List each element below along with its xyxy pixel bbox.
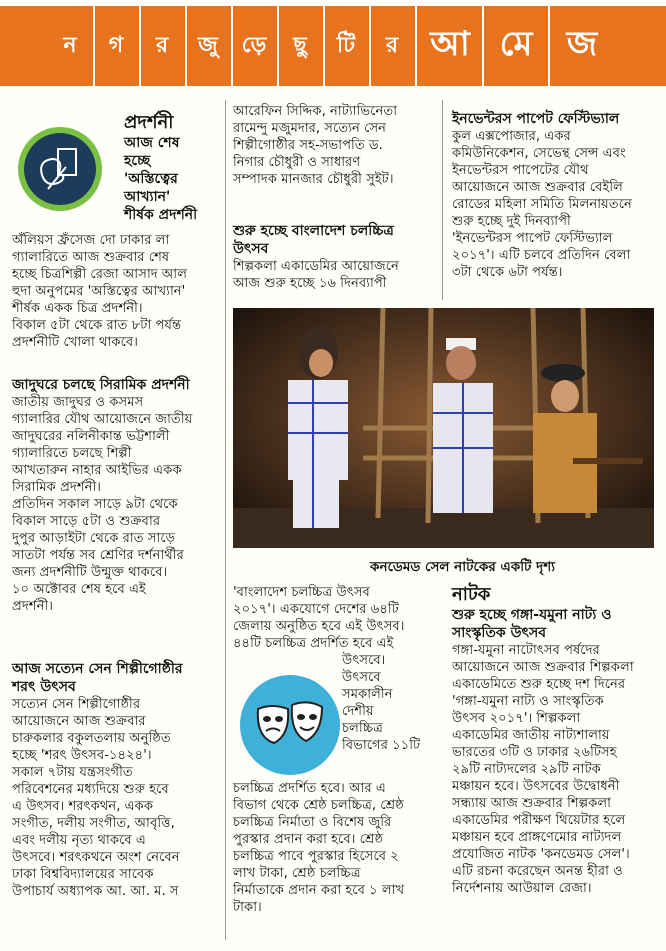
text-line: বিকাল ৫টা থেকে রাত ৮টা পর্যন্ত xyxy=(12,318,182,333)
exhibit-subtitle-line: আজ শেষ xyxy=(124,135,180,151)
text-line: দুপুর আড়াইটা থেকে রাত সাড়ে xyxy=(12,531,176,546)
drama-title: নাটক xyxy=(452,584,491,605)
text-line: প্রদর্শনী। xyxy=(12,599,53,614)
film-title: শুরু হচ্ছে বাংলাদেশ চলচ্চিত্র xyxy=(233,223,394,239)
banner-letter: জ xyxy=(566,23,598,64)
text-line: শুরু হচ্ছে গঙ্গা-যমুনা নাট্য ও xyxy=(452,607,612,623)
text-line: শীর্ষক একক চিত্র প্রদর্শনী। xyxy=(12,301,143,316)
text-line: সাতটা পর্যন্ত সব শ্রেণির দর্শনার্থীর xyxy=(12,548,184,563)
banner-letter: ন xyxy=(63,32,77,58)
text-line: নির্মাতাকে প্রদান করা হবে ১ লাখ xyxy=(233,883,405,898)
drama-article xyxy=(452,584,658,897)
play-scene-photo xyxy=(233,308,654,548)
text-line: কমিউনিকেশন, সেভেন্থ সেন্স এবং xyxy=(452,146,626,161)
text-line: আরেফিন সিদ্দিক, নাট্যাভিনেতা xyxy=(233,104,398,119)
text-line: চলচ্চিত্র নির্মাতা ও বিশেষ জুরি xyxy=(233,815,392,830)
autumn-title: আজ সত্যেন সেন শিল্পীগোষ্ঠীর xyxy=(12,661,183,677)
exhibit-subtitle-line: শীর্ষক প্রদর্শনী xyxy=(124,207,198,223)
text-line: সত্যেন সেন শিল্পীগোষ্ঠীর xyxy=(12,697,141,712)
banner-letter: আ xyxy=(430,23,470,64)
banner-letter: ড়ে xyxy=(241,32,267,58)
text-line: দেশীয় xyxy=(342,704,374,719)
text-line: নির্দেশনায় আউয়াল রেজা। xyxy=(452,881,592,896)
text-line: প্রতিদিন সকাল সাড়ে ৯টা থেকে xyxy=(12,497,178,512)
text-line: এটি রচনা করেছেন অনন্ত হীরা ও xyxy=(452,864,623,879)
text-line: আয়োজনে আজ শুক্রবার xyxy=(12,714,146,729)
text-line: বিভাগ থেকে শ্রেষ্ঠ চলচ্চিত্র, শ্রেষ্ঠ xyxy=(233,798,404,813)
text-line: সমকালীন xyxy=(342,687,393,702)
text-line: গ্যালারিতে চলছে শিল্পী xyxy=(12,446,132,461)
text-line: রামেন্দু মজুমদার, সত্যেন সেন xyxy=(233,121,387,136)
text-line: গ্যালারির যৌথ আয়োজনে জাতীয় xyxy=(12,412,193,427)
text-line: চলচ্চিত্র xyxy=(342,721,383,736)
text-line: উৎসব ২০১৭'। শিল্পকলা xyxy=(452,711,581,726)
text-line: আজ শুরু হচ্ছে ১৬ দিনব্যাপী xyxy=(233,276,387,291)
text-line: ঢাকা বিশ্ববিদ্যালয়ের সাবেক xyxy=(12,867,154,882)
text-line: প্রদর্শনীটি খোলা থাকবে। xyxy=(12,335,138,350)
text-line: শুরু হচ্ছে দুই দিনব্যাপী xyxy=(452,214,571,229)
text-line: গঙ্গা-যমুনা নাটোৎসব পর্ষদের xyxy=(452,643,600,658)
film-festival-end xyxy=(233,780,445,916)
text-line: চারুকলার বকুলতলায় অনুষ্ঠিত xyxy=(12,731,171,746)
text-line: উৎসবে xyxy=(342,670,381,685)
film-festival-narrow xyxy=(342,652,442,754)
exhibit-heading-block xyxy=(124,112,224,224)
text-line: একাডেমির পরীক্ষণ থিয়েটার হলে xyxy=(452,813,626,828)
text-line: হচ্ছে চিত্রশিল্পী রেজা আসাদ আল xyxy=(12,267,188,282)
text-line: বিভাগের ১১টি xyxy=(342,738,421,753)
exhibit-title: প্রদর্শনী xyxy=(124,112,174,133)
text-line: সংগীত, দলীয় সংগীত, আবৃত্তি, xyxy=(12,816,175,831)
text-line: ৪৪টি চলচ্চিত্র প্রদর্শিত হবে এই xyxy=(233,636,394,651)
exhibit-subtitle-line: হচ্ছে xyxy=(124,153,151,169)
text-line: ২৯টি নাট্যদলের ২৯টি নাটক xyxy=(452,762,601,777)
text-line: উৎসবে। xyxy=(342,653,386,668)
banner-letter: গ xyxy=(108,32,124,58)
text-line: সন্ধ্যায় আজ শুক্রবার শিল্পকলা xyxy=(452,796,611,811)
film-festival-continued xyxy=(233,584,443,652)
text-line: প্রযোজিত নাটক 'কনডেমড সেল'। xyxy=(452,847,630,862)
text-line: শিল্পীগোষ্ঠীর সহ-সভাপতি ড. xyxy=(233,138,383,153)
puppet-festival-article xyxy=(452,110,658,281)
text-line: গ্যালারিতে আজ শুক্রবার শেষ xyxy=(12,250,170,265)
exhibit-subtitle-line: 'অস্তিত্বের xyxy=(124,171,178,187)
ceramic-article xyxy=(12,376,224,615)
text-line: পরিবেশনের মধ্যদিয়ে শুরু হবে xyxy=(12,782,169,797)
text-line: হচ্ছে 'শরৎ উৎসব-১৪২৪'। xyxy=(12,748,152,763)
art-palette-icon xyxy=(18,127,102,211)
text-line: একাডেমিতে শুরু হচ্ছে দশ দিনের xyxy=(452,677,626,692)
text-line: সকাল ৭টায় যন্ত্রসংগীত xyxy=(12,765,133,780)
ceramic-title: জাদুঘরে চলছে সিরামিক প্রদর্শনী xyxy=(12,377,190,393)
text-line: 'বাংলাদেশ চলচ্চিত্র উৎসব xyxy=(233,585,370,600)
text-line: ২০১৭'। একযোগে দেশের ৬৪টি xyxy=(233,602,399,617)
text-line: জেলায় অনুষ্ঠিত হবে এই উৎসব। xyxy=(233,619,405,634)
text-line: সাংস্কৃতিক উৎসব xyxy=(452,625,547,641)
autumn-article xyxy=(12,660,224,900)
text-line: শিল্পকলা একাডেমির আয়োজনে xyxy=(233,259,399,274)
text-line: পুরস্কার প্রদান করা হবে। শ্রেষ্ঠ xyxy=(233,832,384,847)
text-line: অঁলিয়স ফ্রঁসেজ দো ঢাকার লা xyxy=(12,233,170,248)
text-line: ইনভেন্টরস পাপেটের যৌথ xyxy=(452,163,589,178)
text-line: ৩টা থেকে ৬টা পর্যন্ত। xyxy=(452,265,563,280)
text-line: চলচ্চিত্র প্রদর্শিত হবে। আর এ xyxy=(233,781,386,796)
text-line: জন্য প্রদর্শনীটি উন্মুক্ত থাকবে। xyxy=(12,565,168,580)
film-festival-article xyxy=(233,222,441,292)
text-line: নিগার চৌধুরী ও সাধারণ xyxy=(233,155,361,170)
text-line: সিরামিক প্রদর্শনী। xyxy=(12,480,102,495)
banner-letter: মে xyxy=(499,23,533,64)
section-banner xyxy=(0,6,666,86)
text-line: ২০১৭'। এটি চলবে প্রতিদিন বেলা xyxy=(452,248,631,263)
autumn-article-continued xyxy=(233,103,441,188)
text-line: একাডেমির জাতীয় নাট্যশালায় xyxy=(452,728,610,743)
text-line: জাতীয় জাদুঘর ও কসমস xyxy=(12,395,144,410)
text-line: আয়োজনে আজ শুক্রবার বেইলি xyxy=(452,180,623,195)
text-line: হুদা অনুপমের 'অস্তিত্বের আখ্যান' xyxy=(12,284,186,299)
text-line: উৎসবে। শরৎকথনে অংশ নেবেন xyxy=(12,850,180,865)
banner-letter: টি xyxy=(336,32,356,58)
text-line: লাখ টাকা, শ্রেষ্ঠ চলচ্চিত্র xyxy=(233,866,361,881)
text-line: চলচ্চিত্র পাবে পুরস্কার হিসেবে ২ xyxy=(233,849,399,864)
text-line: এ উৎসব। শরৎকথন, একক xyxy=(12,799,154,814)
text-line: কুল এক্সপোজার, একর xyxy=(452,129,571,144)
text-line: শরৎ উৎসব xyxy=(12,679,76,695)
banner-letter: র xyxy=(385,32,399,58)
text-line: বিকাল সাড়ে ৫টা ও শুক্রবার xyxy=(12,514,161,529)
exhibit-article xyxy=(12,232,224,351)
text-line: টাকা। xyxy=(233,900,262,915)
text-line: মঞ্চায়ন হবে। উৎসবের উদ্বোধনী xyxy=(452,779,620,794)
text-line: উপাচার্য অধ্যাপক আ. আ. ম. স xyxy=(12,884,179,899)
text-line: উৎসব xyxy=(233,241,269,257)
text-line: ভারতের ৩টি ও ঢাকার ২৬টিসহ xyxy=(452,745,617,760)
text-line: ১০ অক্টোবর শেষ হবে এই xyxy=(12,582,146,597)
text-line: মঞ্চায়ন হবে প্রাঙ্গণেমোর নাট্যদল xyxy=(452,830,622,845)
photo-caption: কনডেমড সেল নাটকের একটি দৃশ্য xyxy=(370,559,556,575)
text-line: 'গঙ্গা-যমুনা নাট্য ও সাংস্কৃতিক xyxy=(452,694,604,709)
text-line: 'ইনভেন্টরস পাপেট ফেস্টিভ্যাল xyxy=(452,231,613,246)
text-line: আখতারুন নাহার আইভির একক xyxy=(12,463,182,478)
exhibit-subtitle-line: আখ্যান' xyxy=(124,189,171,205)
banner-letter: র xyxy=(155,32,169,58)
banner-letter: ছু xyxy=(293,32,307,58)
puppet-title: ইনভেন্টরস পাপেট ফেস্টিভ্যাল xyxy=(452,111,620,127)
text-line: জাদুঘরের নলিনীকান্ত ভট্টশালী xyxy=(12,429,170,444)
theatre-masks-icon xyxy=(240,675,340,775)
text-line: রোডের মহিলা সমিতি মিলনায়তনে xyxy=(452,197,632,212)
text-line: এবং দলীয় নৃত্য থাকবে এ xyxy=(12,833,146,848)
banner-letter: জু xyxy=(198,32,218,58)
text-line: আয়োজনে আজ শুক্রবার শিল্পকলা xyxy=(452,660,634,675)
text-line: সম্পাদক মানজার চৌধুরী সুইট। xyxy=(233,172,394,187)
